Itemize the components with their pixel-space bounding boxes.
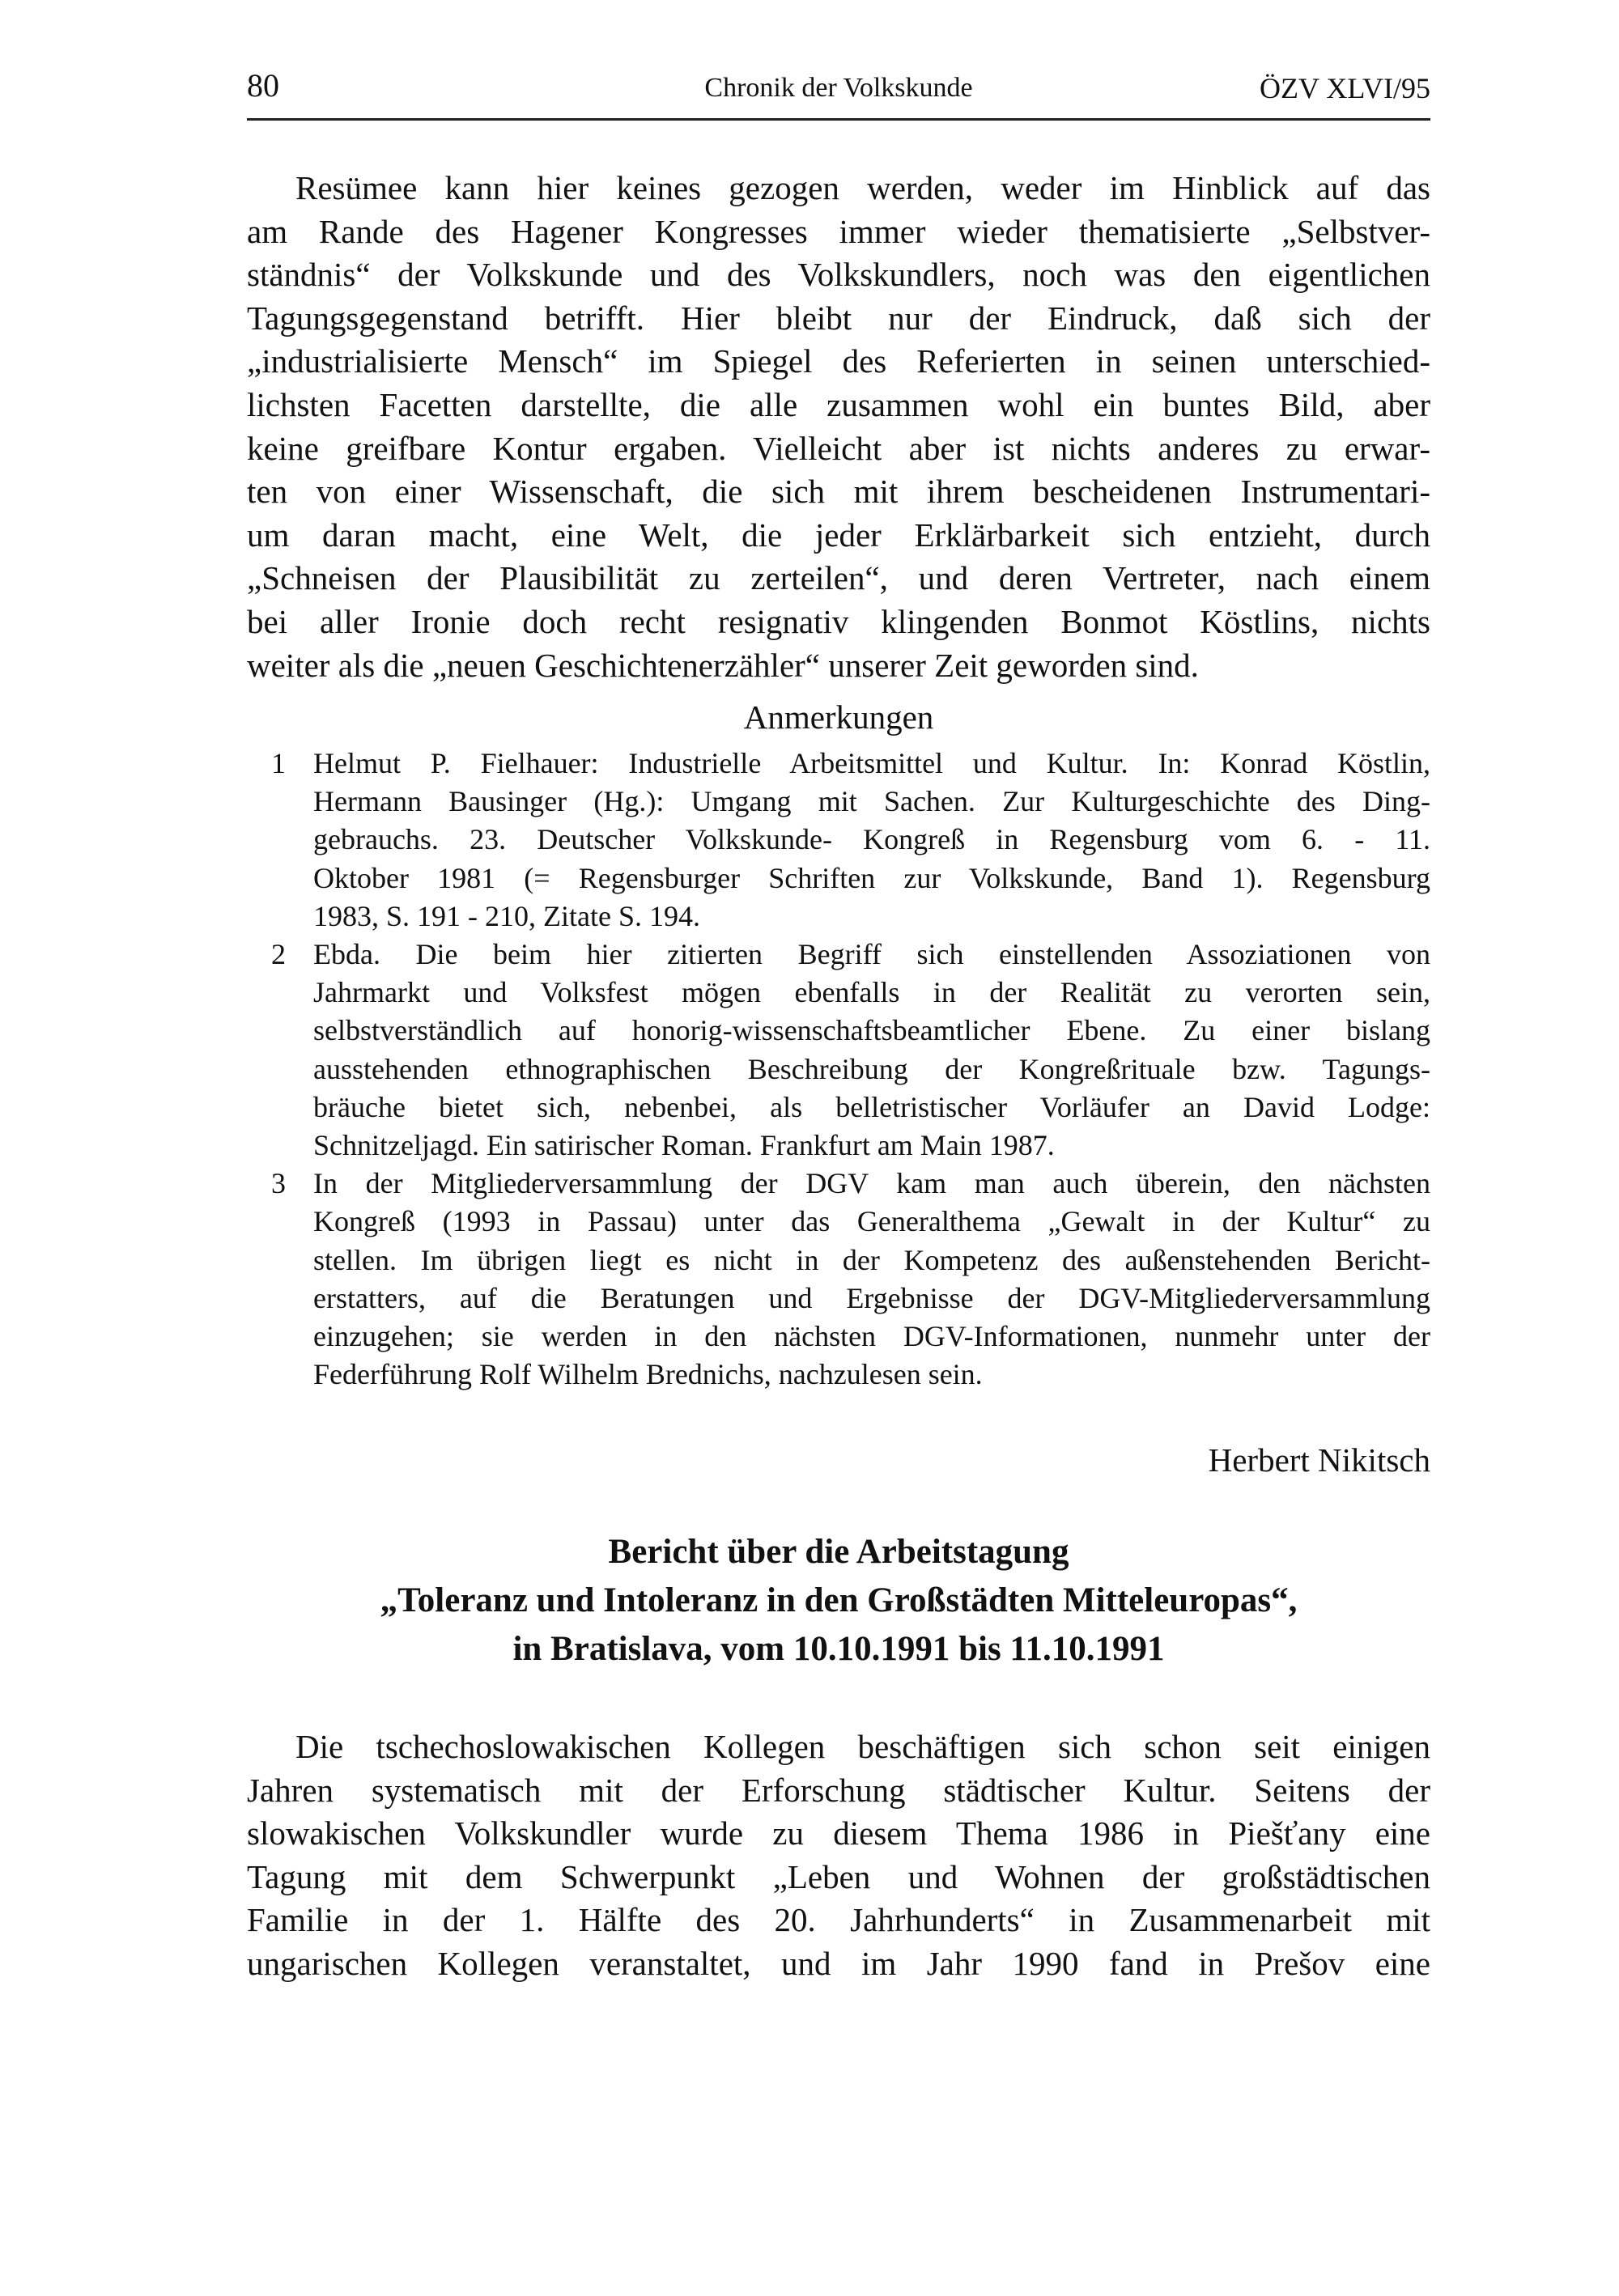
article-heading-line: „Toleranz und Intoleranz in den Großstädten Mitteleuropas“, — [380, 1581, 1298, 1619]
text-line: um daran macht, eine Welt, die jeder Erklärbarkeit sich entzieht, durch — [247, 516, 1430, 554]
text-line: bräuche bietet sich, nebenbei, als belletristischer Vorläufer an David Lodge: — [313, 1090, 1430, 1123]
text-line: Kongreß (1993 in Passau) unter das Generalthema „Gewalt in der Kultur“ zu — [313, 1205, 1430, 1238]
text-line: ungarischen Kollegen veranstaltet, und im Jahr 1990 fand in Prešov eine — [247, 1944, 1430, 1982]
article-heading-line: in Bratislava, vom 10.10.1991 bis 11.10.1991 — [512, 1630, 1165, 1668]
footnote-number: 1 — [271, 747, 286, 779]
footnote — [247, 936, 1430, 1165]
text-line: am Rande des Hagener Kongresses immer wieder thematisierte „Selbstver- — [247, 212, 1430, 250]
text-line: Jahren systematisch mit der Erforschung städtischer Kultur. Seitens der — [247, 1771, 1430, 1809]
text-line: ten von einer Wissenschaft, die sich mit ihrem bescheidenen Instrumentari- — [247, 473, 1430, 511]
text-line: bei aller Ironie doch recht resignativ klingenden Bonmot Köstlins, nichts — [247, 602, 1430, 640]
page-number: 80 — [247, 67, 279, 104]
text-line: Helmut P. Fielhauer: Industrielle Arbeitsmittel und Kultur. In: Konrad Köstlin, — [313, 747, 1430, 779]
footnote-number: 3 — [271, 1167, 286, 1200]
text-line: In der Mitgliederversammlung der DGV kam man auch überein, den nächsten — [313, 1167, 1430, 1200]
text-line: Tagung mit dem Schwerpunkt „Leben und Wohnen der großstädtischen — [247, 1857, 1430, 1895]
text-line: „industrialisierte Mensch“ im Spiegel des Referierten in seinen unterschied- — [247, 342, 1430, 380]
journal-issue: ÖZV XLVI/95 — [1259, 72, 1430, 104]
footnote — [247, 745, 1430, 936]
header-rule — [247, 118, 1430, 121]
text-line: gebrauchs. 23. Deutscher Volkskunde- Kongreß in Regensburg vom 6. - 11. — [313, 823, 1430, 856]
author-signature: Herbert Nikitsch — [1208, 1441, 1430, 1479]
text-line: Ebda. Die beim hier zitierten Begriff sich einstellenden Assoziationen von — [313, 938, 1430, 970]
notes-heading: Anmerkungen — [743, 698, 934, 736]
paragraph-1 — [247, 167, 1430, 687]
text-line: Tagungsgegenstand betrifft. Hier bleibt nur der Eindruck, daß sich der — [247, 299, 1430, 337]
text-line: Familie in der 1. Hälfte des 20. Jahrhunderts“ in Zusammenarbeit mit — [247, 1901, 1430, 1939]
text-line: Schnitzeljagd. Ein satirischer Roman. Frankfurt am Main 1987. — [313, 1128, 1055, 1161]
text-line: stellen. Im übrigen liegt es nicht in der Kompetenz des außenstehenden Bericht- — [313, 1243, 1430, 1276]
footnote — [247, 1165, 1430, 1394]
text-line: ausstehenden ethnographischen Beschreibung der Kongreßrituale bzw. Tagungs- — [313, 1052, 1430, 1085]
article-heading — [247, 1528, 1430, 1674]
text-line: ständnis“ der Volkskunde und des Volkskundlers, noch was den eigentlichen — [247, 256, 1430, 294]
text-line: Hermann Bausinger (Hg.): Umgang mit Sachen. Zur Kulturgeschichte des Ding- — [313, 785, 1430, 818]
footnote-text — [313, 1165, 1430, 1394]
article-heading-line: Bericht über die Arbeitstagung — [608, 1533, 1069, 1571]
footnote-text — [313, 745, 1430, 936]
text-line: Die tschechoslowakischen Kollegen beschäftigen sich schon seit einigen — [295, 1728, 1430, 1765]
footnote-number: 2 — [271, 938, 286, 970]
text-line: slowakischen Volkskundler wurde zu diesem Thema 1986 in Piešťany eine — [247, 1814, 1430, 1853]
text-line: Oktober 1981 (= Regensburger Schriften zur Volkskunde, Band 1). Regensburg — [313, 861, 1430, 894]
text-line: weiter als die „neuen Geschichtenerzähler“ unserer Zeit geworden sind. — [247, 646, 1199, 684]
text-line: Jahrmarkt und Volksfest mögen ebenfalls in der Realität zu verorten sein, — [313, 976, 1430, 1009]
section-title: Chronik der Volkskunde — [704, 73, 973, 103]
text-line: keine greifbare Kontur ergaben. Vielleicht aber ist nichts anderes zu erwar- — [247, 429, 1430, 467]
paragraph-2 — [247, 1725, 1430, 1986]
text-line: einzugehen; sie werden in den nächsten DGV-Informationen, nunmehr unter der — [313, 1319, 1430, 1352]
running-header — [247, 66, 1430, 107]
text-line: selbstverständlich auf honorig-wissenschaftsbeamtlicher Ebene. Zu einer bislang — [313, 1014, 1430, 1047]
text-line: „Schneisen der Plausibilität zu zerteilen“, und deren Vertreter, nach einem — [247, 559, 1430, 597]
text-line: Resümee kann hier keines gezogen werden, weder im Hinblick auf das — [295, 169, 1430, 206]
text-line: 1983, S. 191 - 210, Zitate S. 194. — [313, 899, 700, 932]
text-line: Federführung Rolf Wilhelm Brednichs, nachzulesen sein. — [313, 1358, 983, 1391]
text-line: lichsten Facetten darstellte, die alle zusammen wohl ein buntes Bild, aber — [247, 385, 1430, 423]
footnote-text — [313, 936, 1430, 1165]
text-line: erstatters, auf die Beratungen und Ergebnisse der DGV-Mitgliederversammlung — [313, 1281, 1430, 1314]
